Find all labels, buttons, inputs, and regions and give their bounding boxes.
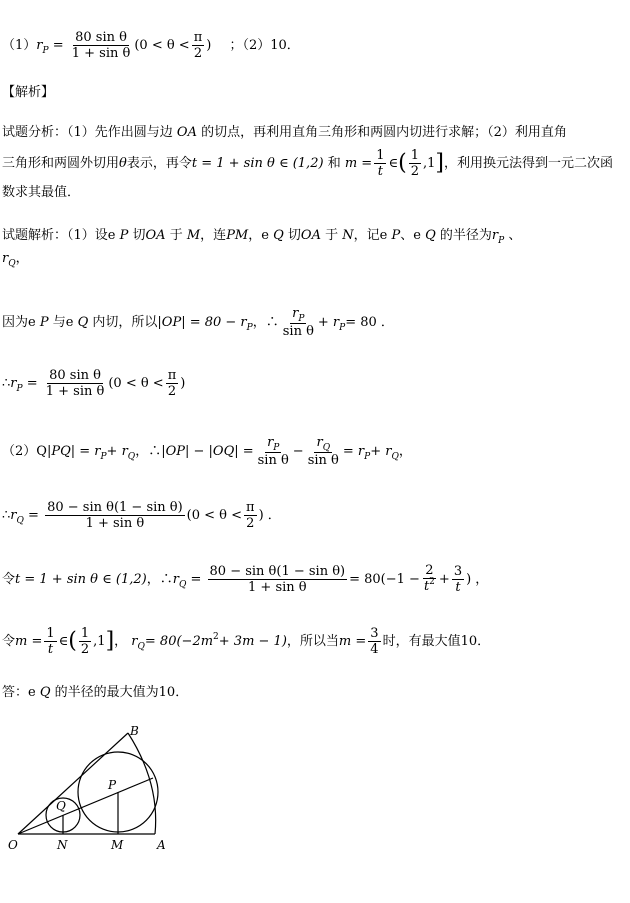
analysis-text-2a: 三角形和两圆外切用 <box>2 156 120 171</box>
therefore-4: ，∴ <box>146 572 173 587</box>
analysis-line-1 <box>2 124 567 142</box>
domain-open-3: (0 < θ < <box>186 508 243 523</box>
sin-theta-den-3: sin θ <box>307 453 339 468</box>
in-symbol: ∈ <box>388 156 399 171</box>
domain-open: (0 < θ < <box>134 38 190 53</box>
q-label: Q <box>273 228 284 243</box>
rp-fraction <box>70 30 133 61</box>
therefore-1: ∴ <box>2 376 11 391</box>
point-n-label: N <box>57 838 68 852</box>
one-over-t <box>374 148 386 179</box>
solution-line-6 <box>2 563 488 596</box>
therefore-2: ，∴ <box>135 444 162 459</box>
solution-line-1 <box>2 227 521 246</box>
t-2: t <box>47 642 54 657</box>
sol-text-4g: ， <box>398 444 412 459</box>
sol-text-1b: 切 <box>132 228 146 243</box>
sub-p-8: P <box>364 452 371 462</box>
sol-text-1j: 的半径为 <box>439 228 492 243</box>
rp-num-2: 80 sin θ <box>49 368 101 383</box>
close-paren: ) ， <box>466 572 489 587</box>
pi-symbol: π <box>193 30 203 45</box>
oa-label-2: OA <box>145 228 166 243</box>
rp-num <box>290 306 306 324</box>
in-2: ∈ <box>58 634 69 649</box>
rq-fraction <box>45 500 185 531</box>
sol-text-1e: ，e <box>248 228 269 243</box>
pi-half-3 <box>244 500 257 531</box>
analysis-text-2b: 表示，再令 <box>126 156 192 171</box>
sub-p: P <box>498 236 505 246</box>
equals-4: = <box>190 572 202 587</box>
point-p-label: P <box>108 778 117 792</box>
t-den-2: t <box>455 580 461 595</box>
sol-text-1c: 于 <box>169 228 183 243</box>
solution-line-4 <box>2 435 412 468</box>
point-a-label: A <box>157 838 166 852</box>
sub-p-4: P <box>339 323 346 333</box>
sub-p-3: P <box>298 314 305 324</box>
oa-label: OA <box>176 125 197 140</box>
sub-q-3: Q <box>322 443 331 453</box>
m-definition: m = <box>344 156 373 171</box>
p-label-2: P <box>391 228 401 243</box>
analysis-heading: 【解析】 <box>2 85 55 100</box>
sub-p-7: P <box>273 443 280 453</box>
half-num-2: 1 <box>80 626 90 641</box>
r-symbol-2: r <box>2 251 9 266</box>
eighty-expr: = 80(−1 − <box>349 572 420 587</box>
rq-num <box>314 435 332 453</box>
therefore-3: ∴ <box>2 508 11 523</box>
sol-text-1d: ，连 <box>200 228 227 243</box>
sub-q-2: Q <box>127 452 136 462</box>
geometry-figure <box>0 723 200 873</box>
minus-sign: − <box>292 444 304 459</box>
two-3: 2 <box>246 516 255 531</box>
let-2: 令 <box>2 634 16 649</box>
solution-line-1-cont <box>2 250 29 269</box>
rq-den-2: 1 + sin θ <box>248 580 307 595</box>
solution-line-5 <box>2 500 281 531</box>
two-num: 2 <box>425 563 434 578</box>
rp-den-2: 1 + sin θ <box>45 384 105 399</box>
point-m-label: M <box>111 838 124 852</box>
one-2: 1 <box>46 626 55 641</box>
sol-text-1k: 、 <box>508 228 522 243</box>
rp-numerator: 80 sin θ <box>75 30 127 45</box>
n-label: N <box>342 228 354 243</box>
sub-q-5: Q <box>16 516 24 526</box>
two-2: 2 <box>167 384 177 399</box>
conclusion-line <box>2 684 188 702</box>
rp-fraction-2 <box>44 368 107 399</box>
sol-text-2g: = 80 ． <box>345 315 394 330</box>
analysis-line-3: 数求其最值． <box>2 185 81 200</box>
point-o-label: O <box>8 838 18 852</box>
sol-text-4a: （2）Q <box>2 444 47 459</box>
solution-line-2 <box>2 306 394 339</box>
sol-text-1i: 、e <box>400 228 421 243</box>
max-value-text: 时，有最大值10． <box>382 634 491 649</box>
rp-over-sin-2 <box>256 435 291 468</box>
answer-line <box>2 30 300 61</box>
two-over-t2 <box>422 563 437 596</box>
plus: + <box>438 572 450 587</box>
point-b-label: B <box>130 724 139 738</box>
r-symbol-7: r <box>10 508 17 523</box>
r-symbol-8: r <box>172 572 179 587</box>
half-den-2: 2 <box>80 642 90 657</box>
m-label: M <box>186 228 201 243</box>
domain-close: ) <box>206 38 212 53</box>
one-over-t-2 <box>44 626 56 657</box>
sub-q-7: Q <box>137 642 145 652</box>
op-oq-diff: |OP| − |OQ| = <box>161 444 254 459</box>
t-definition-2: t = 1 + sin θ ∈ (1,2) <box>15 572 147 587</box>
answer-separator: ；（2）10． <box>229 38 300 53</box>
m-eq: m = <box>15 634 43 649</box>
domain-open-2: (0 < θ < <box>108 376 164 391</box>
sin-theta-den-2: sin θ <box>257 453 289 468</box>
r-symbol-9: r <box>131 634 138 649</box>
two: 2 <box>193 46 203 61</box>
sq-exp: 2 <box>429 577 435 587</box>
sol-text-1f: 切 <box>287 228 301 243</box>
sol-text-2e: ，∴ <box>252 315 279 330</box>
eq-rp: = r <box>342 444 365 459</box>
rq-fraction-2 <box>208 564 348 595</box>
pq-equation: |PQ| = r <box>46 444 101 459</box>
answer-prefix: 答：e <box>2 685 36 700</box>
pm-label: PM <box>226 228 249 243</box>
sub-p-5: P <box>16 384 23 394</box>
p-label-3: P <box>39 315 49 330</box>
sol-text-2a: 因为e <box>2 315 36 330</box>
equals-3: = <box>28 508 39 523</box>
sol-text-1h: ，记e <box>353 228 388 243</box>
half-fraction <box>409 148 421 179</box>
r-symbol-5: r <box>267 435 274 450</box>
equals: = <box>52 38 64 53</box>
equals-2: = <box>26 376 38 391</box>
r-symbol-6: r <box>316 435 323 450</box>
answer-text: 的半径的最大值为10． <box>54 685 189 700</box>
sol-text-1g: 于 <box>325 228 339 243</box>
rp-symbol: r <box>36 38 43 53</box>
t-den: t <box>423 579 430 594</box>
rp-denominator: 1 + sin θ <box>71 46 131 61</box>
plus-rq: + r <box>106 444 128 459</box>
t-definition: t = 1 + sin θ ∈ (1,2) <box>191 156 324 171</box>
line-op <box>18 778 153 834</box>
analysis-text-1b: 的切点，再利用直角三角形和两圆内切进行求解；（2）利用直角 <box>201 125 567 140</box>
r-symbol-3: r <box>292 306 299 321</box>
sub-p-6: P <box>100 452 107 462</box>
quad-expr-2: + 3m − 1) <box>218 634 287 649</box>
half-den: 2 <box>410 164 419 179</box>
q-label-3: Q <box>77 315 89 330</box>
sub-q: Q <box>8 259 16 269</box>
p-label: P <box>119 228 129 243</box>
domain-close-3: ) ． <box>258 508 281 523</box>
rq-num-3: 80 − sin θ(1 − sin θ) <box>209 564 346 579</box>
r-symbol: r <box>491 228 499 243</box>
three-over-t <box>452 564 464 595</box>
half-2 <box>79 626 91 657</box>
theta-symbol: θ <box>119 156 127 171</box>
three-num-2: 3 <box>370 626 379 641</box>
sol-text-1l: ， <box>15 251 29 266</box>
m-eq-2: m = <box>338 634 367 649</box>
analysis-text-2c: ，利用换元法得到一元二次函 <box>443 156 613 171</box>
q-label-4: Q <box>39 685 51 700</box>
sol-text-2c: 内切，所以 <box>92 315 158 330</box>
analysis-line-2: 三角形和两圆外切用θ表示，再令t = 1 + sin θ ∈ (1,2) 和 m = $\frac{1}{t}$ ∈( $\frac{1}{2}$ ,1]，利用换元法得到一元二次函 <box>2 148 613 179</box>
sol-text-1: 试题解析：（1）设e <box>2 228 116 243</box>
so-when: ，所以当 <box>286 634 339 649</box>
oa-label-3: OA <box>300 228 321 243</box>
solution-line-7: 令m = $\frac{1}{t}$ ∈( $\frac{1}{2}$ ,1]， $r_Q= 80(-2m^2+ 3m - 1)$，所以当m = $\frac{3}{4}$ 时，有最大值10． <box>2 626 491 657</box>
rq-num-2: 80 − sin θ(1 − sin θ) <box>47 500 183 515</box>
comma-one: ,1 <box>422 156 436 171</box>
rp-subscript: P <box>42 46 49 56</box>
and-text: 和 <box>327 156 341 171</box>
sq-exp-2: 2 <box>213 632 219 642</box>
point-q-label: Q <box>56 799 66 813</box>
arc-ab <box>128 733 156 834</box>
sub-p-2: P <box>246 323 253 333</box>
rp-over-sin <box>281 306 316 339</box>
op-equation: |OP| = 80 − r <box>157 315 247 330</box>
rp-num-3 <box>265 435 281 453</box>
pi-3: π <box>246 500 255 515</box>
pi-half-fraction <box>192 30 205 61</box>
three-num: 3 <box>453 564 463 579</box>
sub-q-6: Q <box>178 580 187 590</box>
quad-expr: = 80(−2m <box>144 634 214 649</box>
let-1: 令 <box>2 572 16 587</box>
sub-q-4: Q <box>391 452 399 462</box>
sol-text-2b: 与e <box>52 315 74 330</box>
half-num: 1 <box>410 148 419 163</box>
solution-line-3 <box>2 368 185 399</box>
rq-over-sin <box>306 435 341 468</box>
q-label-2: Q <box>425 228 436 243</box>
r-symbol-4: r <box>10 376 17 391</box>
domain-close-2: ) <box>180 376 186 391</box>
four-den: 4 <box>370 642 379 657</box>
pi-half-2 <box>166 368 179 399</box>
plus-rq-2: + r <box>370 444 392 459</box>
plus-rp: + r <box>317 315 340 330</box>
sin-theta-den: sin θ <box>282 324 314 339</box>
rq-den: 1 + sin θ <box>85 516 145 531</box>
pi-2: π <box>167 368 177 383</box>
analysis-text-1a: 试题分析：（1）先作出圆与边 <box>2 125 173 140</box>
part1-label: （1） <box>2 38 37 53</box>
one: 1 <box>376 148 385 163</box>
three-quarters <box>368 626 380 657</box>
comma-one-2: ,1 <box>93 634 106 649</box>
t-symbol: t <box>377 164 383 179</box>
